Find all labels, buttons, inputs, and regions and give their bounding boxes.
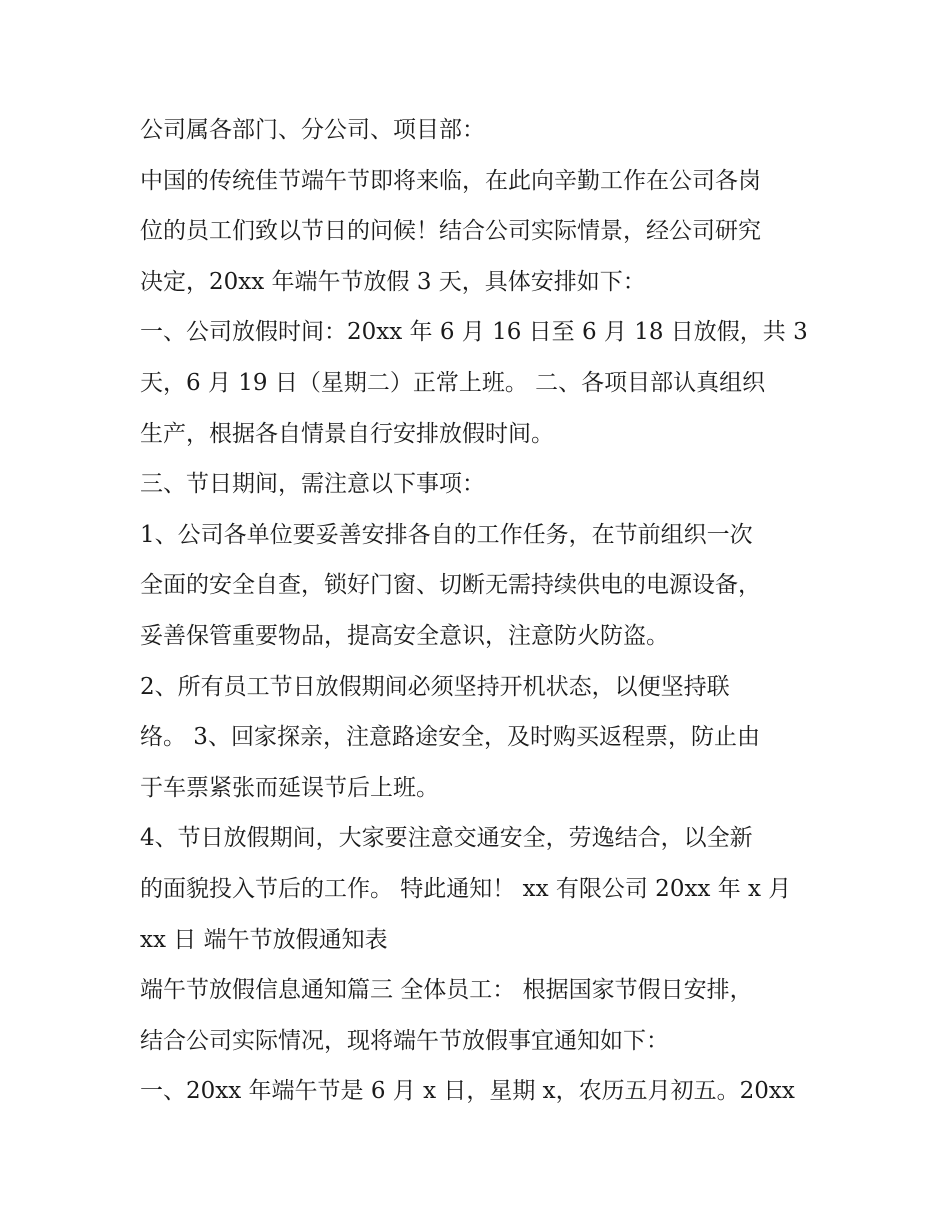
text-line: 一、公司放假时间：20xx 年 6 月 16 日至 6 月 18 日放假，共 3 <box>140 319 808 346</box>
text-line: 决定，20xx 年端午节放假 3 天，具体安排如下： <box>140 268 646 295</box>
text-line: 的面貌投入节后的工作。 特此通知！ xx 有限公司 20xx 年 x 月 <box>140 875 792 902</box>
text-line: 一、20xx 年端午节是 6 月 x 日，星期 x，农历五月初五。20xx <box>140 1078 795 1105</box>
text-line: 妥善保管重要物品，提高安全意识，注意防火防盗。 <box>140 622 669 649</box>
text-line: 天，6 月 19 日（星期二）正常上班。 二、各项目部认真组织 <box>140 369 766 396</box>
text-line: 中国的传统佳节端午节即将来临，在此向辛勤工作在公司各岗 <box>140 167 761 194</box>
text-line: 三、节日期间，需注意以下事项： <box>140 471 485 498</box>
text-line: 结合公司实际情况，现将端午节放假事宜通知如下： <box>140 1027 669 1054</box>
text-line: 位的员工们致以节日的问候！结合公司实际情景，经公司研究 <box>140 218 761 245</box>
text-line: 全面的安全自查，锁好门窗、切断无需持续供电的电源设备， <box>140 572 761 599</box>
text-line: 1、公司各单位要妥善安排各自的工作任务，在节前组织一次 <box>140 521 753 548</box>
text-line: 生产，根据各自情景自行安排放假时间。 <box>140 420 554 447</box>
text-line: 2、所有员工节日放假期间必须坚持开机状态，以便坚持联 <box>140 673 730 700</box>
text-line: 端午节放假信息通知篇三 全体员工： 根据国家节假日安排， <box>140 977 753 1004</box>
text-line: xx 日 端午节放假通知表 <box>140 926 388 953</box>
text-line: 于车票紧张而延误节后上班。 <box>140 774 439 801</box>
text-line: 公司属各部门、分公司、项目部： <box>140 117 485 143</box>
text-line: 络。 3、回家探亲，注意路途安全，及时购买返程票，防止由 <box>140 724 760 751</box>
document-body <box>140 105 820 1117</box>
text-line: 4、节日放假期间，大家要注意交通安全，劳逸结合，以全新 <box>140 825 753 852</box>
